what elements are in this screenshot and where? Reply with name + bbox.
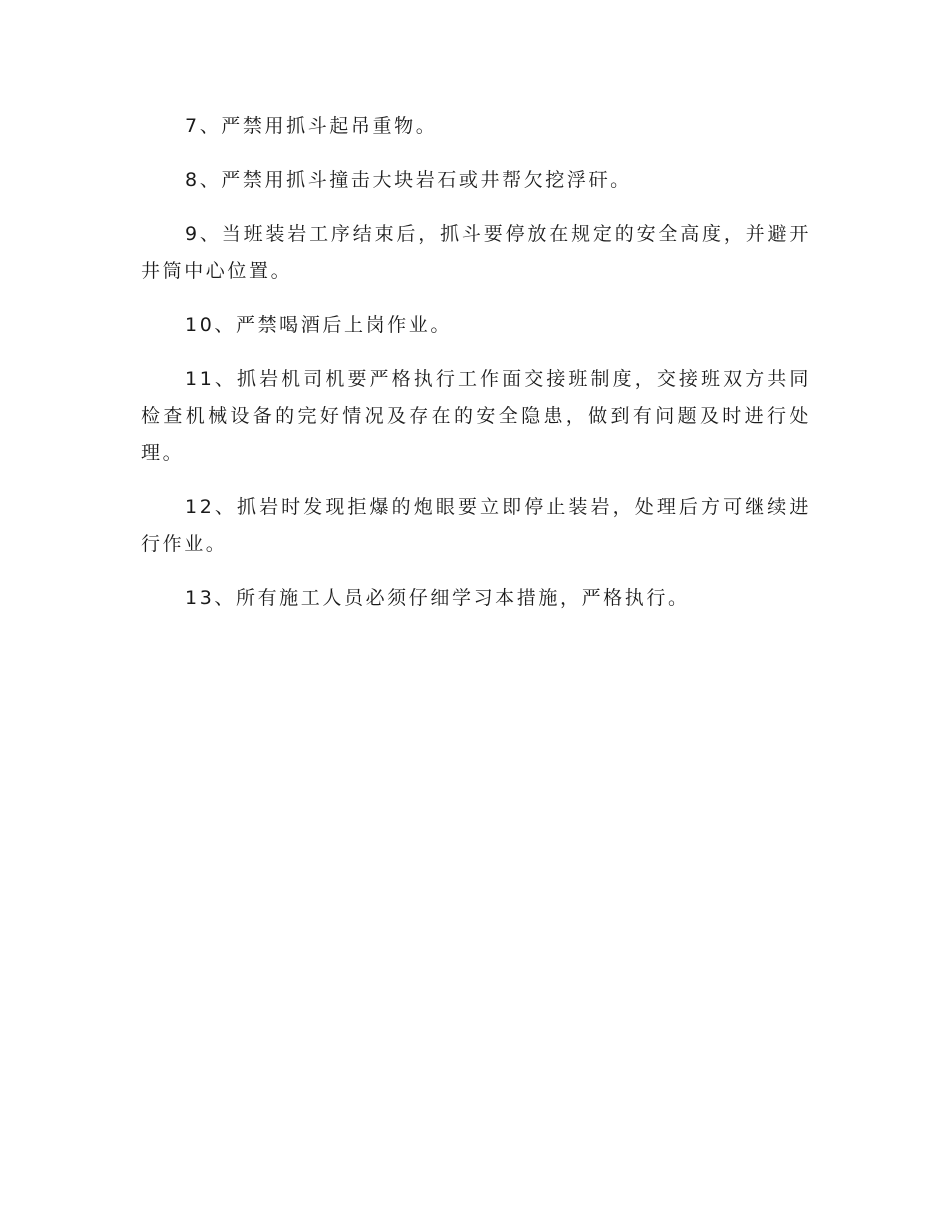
document-body (141, 108, 811, 634)
paragraph-item-10: 10、严禁喝酒后上岗作业。 (185, 314, 452, 336)
paragraph-item-9: 9、当班装岩工序结束后，抓斗要停放在规定的安全高度，并避开井筒中心位置。 (141, 223, 811, 282)
paragraph-item-7: 7、严禁用抓斗起吊重物。 (185, 115, 438, 137)
paragraph-item-13: 13、所有施工人员必须仔细学习本措施，严格执行。 (185, 587, 690, 609)
paragraph-item-11: 11、抓岩机司机要严格执行工作面交接班制度，交接班双方共同检查机械设备的完好情况及存在的安全隐患，做到有问题及时进行处理。 (141, 368, 811, 464)
paragraph-item-12: 12、抓岩时发现拒爆的炮眼要立即停止装岩，处理后方可继续进行作业。 (141, 496, 811, 555)
paragraph-item-8: 8、严禁用抓斗撞击大块岩石或井帮欠挖浮矸。 (185, 169, 632, 191)
